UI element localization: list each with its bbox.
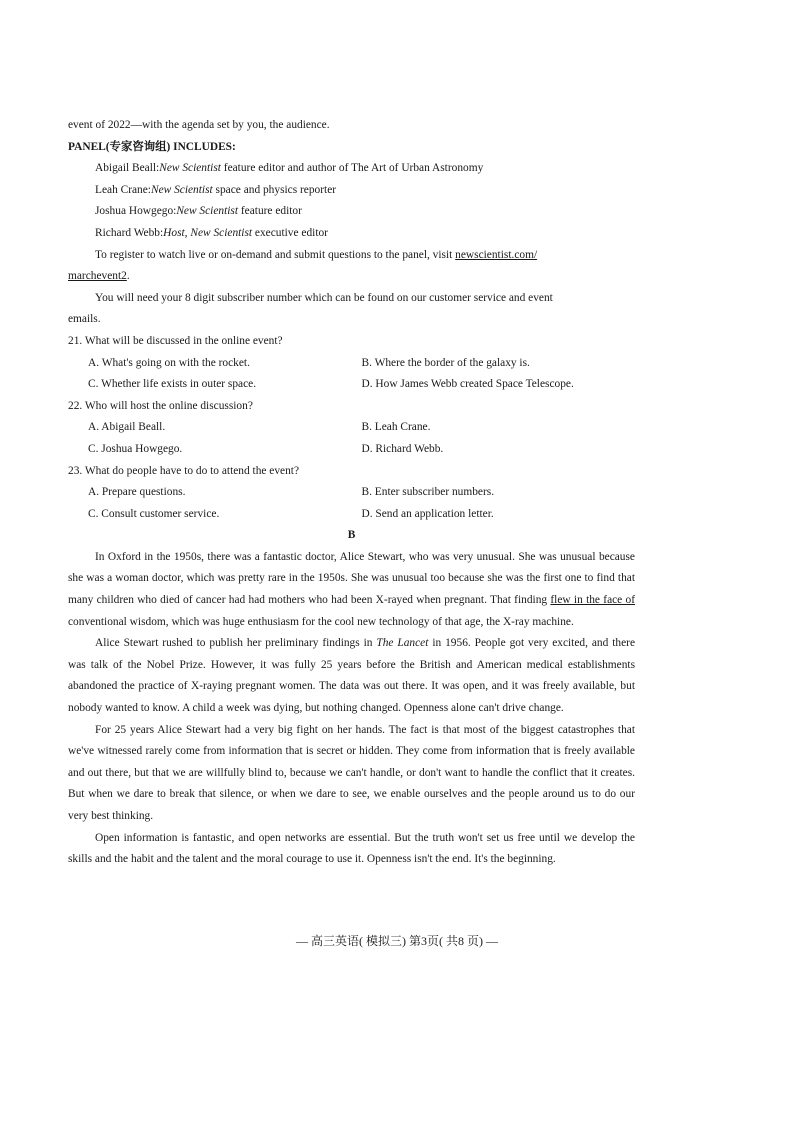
- register-link[interactable]: newscientist.com/: [455, 248, 538, 261]
- option-c: C. Whether life exists in outer space.: [88, 378, 257, 391]
- subscriber-paragraph-cont: emails.: [68, 313, 101, 326]
- question-23: [68, 461, 635, 526]
- question-21: [68, 331, 635, 396]
- page-footer: — 高三英语( 模拟三) 第3页( 共8 页) —: [296, 934, 498, 948]
- underlined-phrase: flew in the face of: [550, 594, 636, 607]
- section-b-label: B: [347, 529, 356, 542]
- panel-member: Abigail Beall:New Scientist feature editor and author of The Art of Urban Astronomy: [95, 162, 484, 175]
- option-b: B. Leah Crane.: [361, 421, 431, 434]
- option-d: D. How James Webb created Space Telescope.: [361, 378, 574, 391]
- question-stem: 21. What will be discussed in the online event?: [68, 334, 283, 347]
- question-stem: 22. Who will host the online discussion?: [68, 399, 253, 412]
- question-22: [68, 396, 635, 461]
- panel-member: Richard Webb:Host, New Scientist executive editor: [95, 226, 328, 239]
- passage-a-continued-line: event of 2022—with the agenda set by you, the audience.: [68, 119, 330, 131]
- register-paragraph: To register to watch live or on-demand and submit questions to the panel, visit newscientist.com/: [95, 248, 538, 261]
- option-b: B. Where the border of the galaxy is.: [361, 356, 530, 369]
- option-a: A. Abigail Beall.: [88, 421, 166, 434]
- passage-b-paragraph-2: Alice Stewart rushed to publish her preliminary findings in The Lancet in 1956. People got very excited, and there was talk of the Nobel Prize. However, it was fully 25 years before the British and American medical establishments abandoned the practice of X-raying pregnant women. The data was out there. It was open, and it was freely available, but nobody wanted to know. A child a week was dying, but nothing changed. Openness alone can't drive change.: [68, 637, 635, 715]
- option-a: A. Prepare questions.: [88, 486, 186, 499]
- document-body: [68, 115, 635, 871]
- register-paragraph-cont: marchevent2.: [68, 270, 130, 283]
- option-d: D. Send an application letter.: [361, 507, 494, 520]
- panel-member: Joshua Howgego:New Scientist feature editor: [95, 205, 302, 218]
- panel-member: Leah Crane:New Scientist space and physics reporter: [95, 183, 337, 196]
- option-a: A. What's going on with the rocket.: [88, 356, 250, 369]
- subscriber-paragraph: You will need your 8 digit subscriber number which can be found on our customer service and event: [95, 291, 553, 304]
- journal-title: The Lancet: [376, 637, 429, 650]
- option-c: C. Consult customer service.: [88, 507, 220, 520]
- question-stem: 23. What do people have to do to attend the event?: [68, 464, 300, 477]
- passage-b-paragraph-4: Open information is fantastic, and open networks are essential. But the truth won't set us free until we develop the skills and the habit and the talent and the moral courage to use it. Openness isn't the end. It's the beginning.: [68, 831, 635, 866]
- register-link-cont[interactable]: marchevent2: [68, 270, 127, 283]
- option-c: C. Joshua Howgego.: [88, 442, 183, 455]
- option-d: D. Richard Webb.: [361, 442, 444, 455]
- passage-b-paragraph-3: For 25 years Alice Stewart had a very big fight on her hands. The fact is that most of the biggest catastrophes that we've witnessed rarely come from information that is secret or hidden. They come from information that is freely available and out there, but that we are willfully blind to, because we can't handle, or don't want to handle the conflict that it creates. But when we dare to break that silence, or when we dare to see, we enable ourselves and the people around us to do our very best thinking.: [68, 723, 635, 822]
- option-b: B. Enter subscriber numbers.: [361, 486, 495, 499]
- panel-heading: PANEL(专家咨询组) INCLUDES:: [68, 140, 236, 153]
- passage-b-paragraph-1: In Oxford in the 1950s, there was a fantastic doctor, Alice Stewart, who was very unusual. She was unusual because she was a woman doctor, which was pretty rare in the 1950s. She was unusual too because she was the first one to find that many children who died of cancer had had mothers who had been X-rayed when pregnant. That finding flew in the face of conventional wisdom, which was huge enthusiasm for the cool new technology of that age, the X-ray machine.: [68, 550, 636, 628]
